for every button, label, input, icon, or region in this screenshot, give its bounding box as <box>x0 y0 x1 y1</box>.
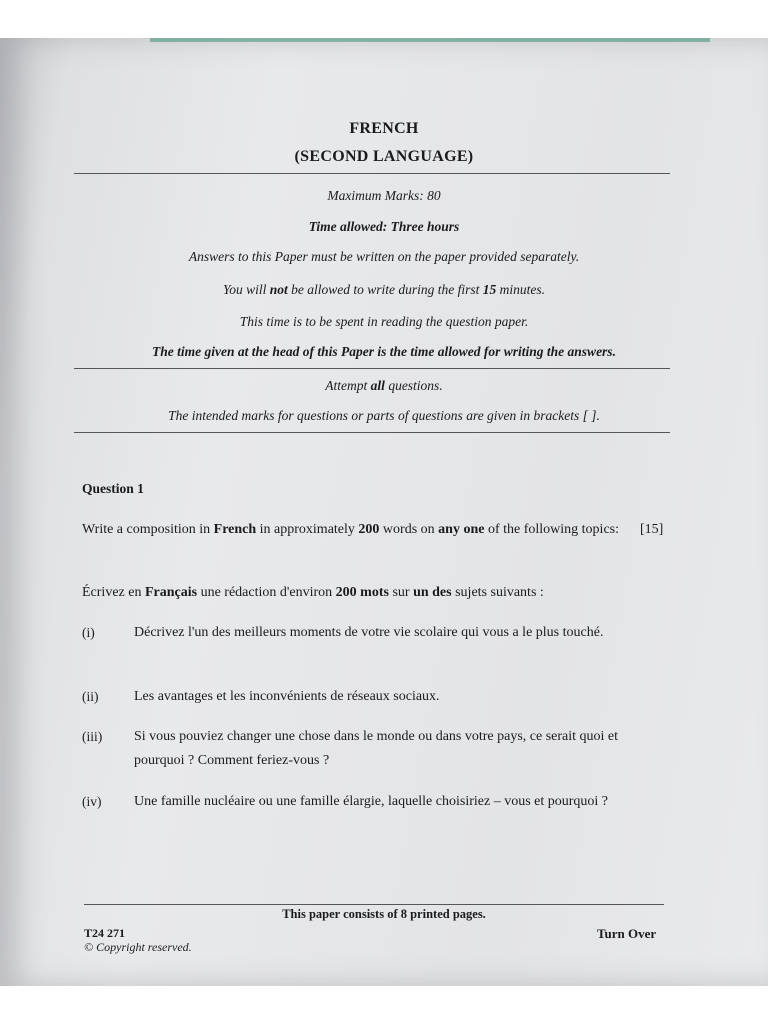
writing-restriction-line <box>0 282 768 298</box>
time-given-line: The time given at the head of this Paper is the time allowed for writing the answers. <box>152 344 616 359</box>
restriction-text-3: minutes. <box>496 282 546 297</box>
attempt-all-line <box>0 378 768 394</box>
question-heading: Question 1 <box>82 481 144 496</box>
topic-number: (iv) <box>82 794 102 809</box>
preamble-divider <box>74 432 670 433</box>
question-french-prompt <box>82 581 642 605</box>
restriction-bold-not: not <box>269 282 288 297</box>
english-text-1: Write a composition in <box>82 522 214 537</box>
topic-number: (i) <box>82 625 95 640</box>
french-text-4: sujets suivants : <box>451 585 544 600</box>
max-marks-line: Maximum Marks: 80 <box>327 188 441 203</box>
time-allowed-line: Time allowed: Three hours <box>308 219 460 234</box>
english-text-3: words on <box>379 522 439 537</box>
exam-subtitle: (SECOND LANGUAGE) <box>294 148 474 165</box>
topic-number: (ii) <box>82 689 99 704</box>
instructions-divider <box>74 368 670 369</box>
footer-divider <box>84 904 664 905</box>
exam-title: FRENCH <box>349 120 419 137</box>
reading-time-line: This time is to be spent in reading the question paper. <box>239 314 529 329</box>
topic-number: (iii) <box>82 729 103 744</box>
topic-text: Les avantages et les inconvénients de réseaux sociaux. <box>134 689 440 704</box>
attempt-bold-all: all <box>370 378 385 393</box>
restriction-text-2: be allowed to write during the first <box>287 282 483 297</box>
english-bold-count: 200 <box>358 522 380 537</box>
question-marks: [15] <box>640 522 664 537</box>
exam-paper-sheet <box>0 38 768 986</box>
topic-text: Une famille nucléaire ou une famille élargie, laquelle choisiriez – vous et pourquoi ? <box>134 794 609 809</box>
french-text-2: une rédaction d'environ <box>197 585 336 600</box>
french-text-3: sur <box>388 585 414 600</box>
paper-code: T24 271 <box>84 926 126 940</box>
english-text-4: of the following topics: <box>484 522 619 537</box>
french-bold-un-des: un des <box>413 585 452 600</box>
turn-over-label: Turn Over <box>597 926 657 941</box>
english-bold-french: French <box>213 522 257 537</box>
french-bold-francais: Français <box>144 585 198 600</box>
answers-instruction: Answers to this Paper must be written on the paper provided separately. <box>188 249 580 264</box>
french-bold-mots: 200 mots <box>335 585 389 600</box>
attempt-text-1: Attempt <box>325 378 371 393</box>
english-bold-any-one: any one <box>438 522 485 537</box>
copyright-notice: © Copyright reserved. <box>84 940 192 954</box>
topic-text: Si vous pouviez changer une chose dans le monde ou dans votre pays, ce serait quoi et pourquoi ? Comment feriez-vous ? <box>134 729 619 768</box>
english-text-2: in approximately <box>256 522 359 537</box>
topic-text: Décrivez l'un des meilleurs moments de votre vie scolaire qui vous a le plus touché. <box>134 625 604 640</box>
pages-note: This paper consists of 8 printed pages. <box>282 907 486 921</box>
paper-edge-strip <box>150 38 710 42</box>
french-text-1: Écrivez en <box>82 585 145 600</box>
question-english-prompt <box>82 518 627 542</box>
restriction-bold-minutes: 15 <box>482 282 497 297</box>
marks-brackets-line: The intended marks for questions or parts of questions are given in brackets [ ]. <box>168 408 600 423</box>
restriction-text-1: You will <box>222 282 270 297</box>
header-divider <box>74 173 670 174</box>
attempt-text-2: questions. <box>384 378 443 393</box>
